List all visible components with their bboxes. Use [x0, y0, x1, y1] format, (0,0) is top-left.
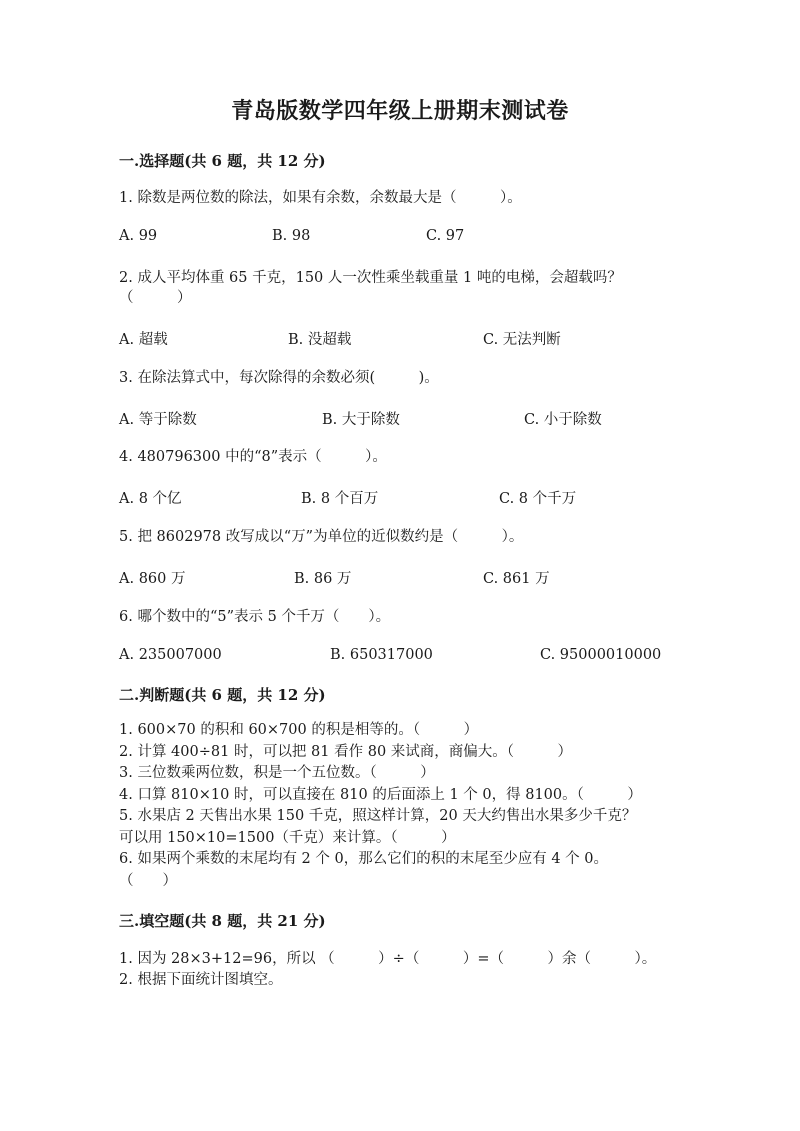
- option-a: A. 8 个亿: [119, 491, 182, 507]
- option-c: C. 97: [426, 228, 465, 244]
- list-item: 2. 计算 400÷81 时，可以把 81 看作 80 来试商，商偏大。（ ）: [119, 743, 573, 760]
- option-c: C. 95000010000: [540, 647, 662, 663]
- option-c: C. 无法判断: [483, 332, 561, 348]
- question-text-cont: （ ）: [119, 290, 192, 306]
- list-item: 6. 如果两个乘数的末尾均有 2 个 0，那么它们的积的末尾至少应有 4 个 0。: [119, 851, 608, 867]
- option-a: A. 超载: [119, 332, 168, 348]
- section-heading-judge: 二.判断题(共 6 题，共 12 分): [119, 686, 326, 704]
- question-text: 5. 把 8602978 改写成以“万”为单位的近似数约是（ ）。: [119, 529, 524, 545]
- option-c: C. 小于除数: [524, 412, 602, 428]
- question-text: 3. 在除法算式中，每次除得的余数必须( )。: [119, 370, 439, 386]
- question-text: 2. 根据下面统计图填空。: [119, 972, 283, 988]
- option-b: B. 650317000: [330, 647, 433, 663]
- question-text: 1. 除数是两位数的除法，如果有余数，余数最大是（ ）。: [119, 190, 522, 206]
- judge-question-list: [119, 720, 679, 892]
- list-item: （ ）: [119, 872, 177, 889]
- list-item: 可以用 150×10=1500（千克）来计算。（ ）: [119, 829, 456, 846]
- question-text: 2. 成人平均体重 65 千克，150 人一次性乘坐载重量 1 吨的电梯，会超载吗？: [119, 270, 622, 286]
- page-title: 青岛版数学四年级上册期末测试卷: [231, 98, 569, 124]
- question-text: 6. 哪个数中的“5”表示 5 个千万（ ）。: [119, 609, 391, 625]
- option-b: B. 没超载: [288, 332, 352, 348]
- section-heading-fill: 三.填空题(共 8 题，共 21 分): [119, 912, 326, 930]
- option-b: B. 大于除数: [322, 412, 400, 428]
- option-b: B. 98: [272, 228, 311, 244]
- list-item: 4. 口算 810×10 时，可以直接在 810 的后面添上 1 个 0，得 8100。（ ）: [119, 786, 642, 803]
- question-text: 1. 因为 28×3+12=96，所以 （ ）÷（ ）=（ ）余（ ）。: [119, 951, 657, 967]
- list-item: 5. 水果店 2 天售出水果 150 千克，照这样计算，20 天大约售出水果多少千克？: [119, 808, 637, 824]
- option-a: A. 235007000: [119, 647, 222, 663]
- section-heading-choice: 一.选择题(共 6 题，共 12 分): [119, 152, 326, 170]
- option-a: A. 860 万: [119, 571, 186, 587]
- list-item: 3. 三位数乘两位数，积是一个五位数。（ ）: [119, 765, 435, 781]
- option-a: A. 等于除数: [119, 412, 197, 428]
- question-text: 4. 480796300 中的“8”表示（ ）。: [119, 449, 387, 465]
- option-b: B. 8 个百万: [301, 491, 379, 507]
- option-c: C. 8 个千万: [499, 491, 577, 507]
- list-item: 1. 600×70 的积和 60×700 的积是相等的。（ ）: [119, 722, 479, 738]
- option-a: A. 99: [119, 228, 158, 244]
- option-c: C. 861 万: [483, 571, 550, 587]
- option-b: B. 86 万: [294, 571, 352, 587]
